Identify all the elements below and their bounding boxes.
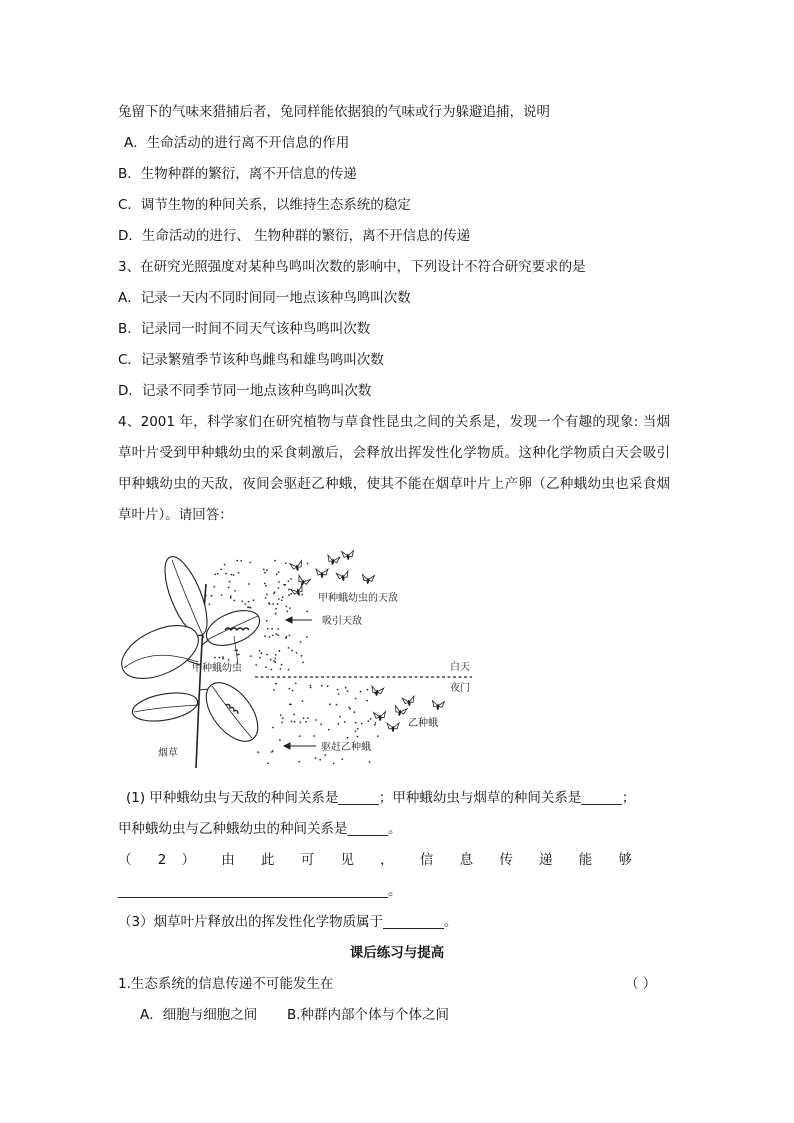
scent-dot	[327, 685, 329, 687]
question-text-top	[118, 97, 678, 531]
exercise1-option-a: A．细胞与细胞之间	[140, 1007, 258, 1023]
moth-icon	[362, 574, 375, 584]
scent-dot	[222, 656, 224, 658]
scent-dot	[275, 654, 277, 656]
scent-dot	[218, 657, 220, 659]
moth-icon	[387, 723, 399, 732]
exercise1-options-line	[118, 1000, 678, 1031]
scent-dot	[367, 720, 369, 722]
scent-dot	[280, 668, 282, 670]
scent-dot	[273, 660, 275, 662]
scent-dot	[310, 685, 312, 687]
scent-dot	[338, 723, 340, 725]
scent-dot	[272, 727, 274, 729]
scent-dot	[233, 574, 235, 576]
scent-dot	[230, 597, 232, 599]
scent-dot	[274, 658, 276, 660]
scent-dot	[220, 569, 222, 571]
scent-dot	[225, 573, 227, 575]
moth-icon	[316, 569, 328, 578]
scent-dot	[329, 703, 331, 705]
scent-dot	[299, 721, 301, 723]
scent-dot	[249, 562, 251, 564]
tobacco-plant	[114, 551, 268, 768]
scent-dot	[276, 573, 278, 575]
repel-arrow	[284, 743, 316, 749]
scent-dot	[278, 581, 280, 583]
label-natural-enemy: 甲种蛾幼虫的天敌	[318, 593, 398, 604]
scent-dot	[338, 693, 340, 695]
scent-dot	[315, 719, 317, 721]
label-attract: 吸引天敌	[322, 616, 362, 627]
moth-icon	[432, 700, 445, 710]
scent-dot	[277, 603, 279, 605]
scent-dot	[369, 761, 371, 763]
scent-dot	[278, 598, 280, 600]
scent-dot	[271, 628, 273, 630]
scent-dot	[214, 574, 216, 576]
moth-icon	[291, 585, 305, 598]
scent-dot	[303, 717, 305, 719]
scent-dot	[266, 654, 268, 656]
label-day: 白天	[450, 662, 470, 673]
scent-dot	[259, 657, 261, 659]
scent-dot	[361, 723, 363, 725]
scent-dot	[264, 572, 266, 574]
scent-dot	[279, 650, 281, 652]
scent-dot	[240, 560, 242, 562]
q4-sub2-line-1: （ 2 ） 由 此 可 见 ， 信 息 传 递 能 够	[118, 852, 632, 868]
scent-dot	[231, 574, 233, 576]
scent-dot	[357, 736, 359, 738]
scent-dot	[267, 628, 269, 630]
scent-dot	[319, 759, 321, 761]
scent-dot	[324, 754, 326, 756]
scent-dot	[211, 595, 213, 597]
scent-dot	[267, 763, 269, 765]
scent-dot	[370, 718, 372, 720]
scent-dot	[333, 763, 335, 765]
scent-dot	[228, 659, 230, 661]
scent-dot	[224, 564, 226, 566]
scent-dot	[288, 647, 290, 649]
moths	[290, 550, 445, 732]
q3-option-b: B．记录同一时间不同天气该种鸟鸣叫次数	[118, 321, 371, 337]
scent-dot	[337, 689, 339, 691]
scent-dot	[290, 578, 292, 580]
scent-dot	[280, 714, 282, 716]
scent-dot	[355, 730, 357, 732]
q4-sub1-line-1: (1) 甲种蛾幼虫与天敌的种间关系是______；甲种蛾幼虫与烟草的种间关系是______；	[126, 790, 636, 806]
q4-sub2-blank: ________________________________________。	[118, 883, 402, 899]
scent-dot	[345, 687, 347, 689]
scent-dot	[275, 608, 277, 610]
leaf-lower-right	[196, 674, 268, 751]
scent-dot	[266, 620, 268, 622]
moth-icon	[370, 686, 383, 697]
q3-option-d: D．记录不同季节同一地点该种鸟鸣叫次数	[118, 383, 372, 399]
scent-dot	[347, 690, 349, 692]
scent-dot	[360, 691, 362, 693]
q4-stem-line-1: 4、2001 年，科学家们在研究植物与草食性昆虫之间的关系是，发现一个有趣的现象: 当烟	[118, 414, 670, 430]
scent-dot	[253, 599, 255, 601]
scent-dot	[277, 628, 279, 630]
exercise1-answer-bracket: （ ）	[625, 976, 657, 992]
moth-icon	[296, 575, 310, 588]
q3-option-a: A．记录一天内不同时间同一地点该种鸟鸣叫次数	[118, 290, 411, 306]
moth-icon	[342, 550, 355, 560]
scent-dot	[228, 587, 230, 589]
exercise1-option-b: B.种群内部个体与个体之间	[287, 1007, 450, 1023]
scent-dot	[264, 635, 266, 637]
scent-dot	[293, 714, 295, 716]
leaf-lower-left	[130, 688, 200, 725]
scent-dot	[355, 722, 357, 724]
scent-dot	[269, 603, 271, 605]
scent-dot	[286, 606, 288, 608]
scent-dot	[278, 571, 280, 573]
scent-dot	[265, 597, 267, 599]
scent-dot	[289, 635, 291, 637]
scent-dot	[275, 633, 277, 635]
scent-dot	[209, 604, 211, 606]
scent-dot	[271, 669, 273, 671]
scent-dot	[344, 721, 346, 723]
attract-arrow	[286, 617, 312, 623]
scent-dot	[275, 613, 277, 615]
scent-dot	[281, 722, 283, 724]
scent-dot	[306, 636, 308, 638]
scent-dot	[298, 761, 300, 763]
scent-dot	[296, 652, 298, 654]
scent-dot	[288, 669, 290, 671]
moth-icon	[326, 555, 339, 566]
scent-dot	[277, 634, 279, 636]
moth-icon	[290, 561, 304, 573]
scent-dot	[290, 593, 292, 595]
tobacco-moth-figure	[110, 540, 480, 770]
scent-dot	[292, 690, 294, 692]
scent-dot	[348, 707, 350, 709]
scent-dot	[284, 584, 286, 586]
scent-dot	[321, 685, 323, 687]
scent-dot	[221, 594, 223, 596]
scent-dot	[286, 636, 288, 638]
scent-dot	[222, 658, 224, 660]
scent-dot	[302, 700, 304, 702]
scent-dot	[248, 601, 250, 603]
moth-icon	[393, 706, 407, 718]
moth-icon	[374, 711, 387, 721]
scent-dot	[229, 581, 231, 583]
scent-dot	[336, 704, 338, 706]
q2-option-d: D．生命活动的进行、 生物种群的繁衍，离不开信息的传递	[118, 228, 471, 244]
scent-dot	[328, 729, 330, 731]
scent-dot	[265, 666, 267, 668]
scent-dot	[266, 569, 268, 571]
scent-dot	[266, 594, 268, 596]
scent-dot	[238, 654, 240, 656]
scent-dot	[367, 689, 369, 691]
scent-dot	[305, 721, 307, 723]
scent-dot	[282, 717, 284, 719]
scent-dot	[288, 580, 290, 582]
scent-dot	[213, 586, 215, 588]
scent-dot	[315, 757, 317, 759]
scent-dot	[288, 594, 290, 596]
moth-icon	[336, 571, 349, 582]
scent-dot	[238, 572, 240, 574]
q4-stem-line-2: 草叶片受到甲种蛾幼虫的采食刺激后，会释放出挥发性化学物质。这种化学物质白天会吸引	[118, 445, 670, 461]
q4-sub1-line-2: 甲种蛾幼虫与乙种蛾幼虫的种间关系是______。	[118, 821, 402, 837]
scent-dot	[269, 636, 271, 638]
scent-dot	[261, 652, 263, 654]
scent-dot	[302, 662, 304, 664]
label-repel: 驱赶乙种蛾	[321, 742, 371, 753]
q2-stem-tail: 兔留下的气味来猎捕后者，兔同样能依据狼的气味或行为躲避追捕，说明	[118, 104, 550, 120]
scent-dot	[282, 596, 284, 598]
scent-dot	[248, 583, 250, 585]
scent-dot	[301, 594, 303, 596]
scent-dot	[294, 721, 296, 723]
scent-dot	[265, 585, 267, 587]
scent-dot	[234, 590, 236, 592]
scent-dot	[301, 655, 303, 657]
scent-dot	[353, 711, 355, 713]
scent-dot	[257, 751, 259, 753]
q4-stem-line-4: 草叶片）。请回答：	[118, 507, 233, 523]
scent-dot	[272, 603, 274, 605]
scent-dot	[214, 657, 216, 659]
scent-dot	[273, 689, 275, 691]
scent-dot	[250, 655, 252, 657]
scent-dot	[244, 603, 246, 605]
scent-dot	[278, 587, 280, 589]
exercise1-stem: 1.生态系统的信息传递不可能发生在	[118, 976, 334, 992]
q4-sub3: （3）烟草叶片释放出的挥发性化学物质属于_________。	[118, 914, 458, 930]
scent-dot	[291, 650, 293, 652]
scent-dot	[295, 683, 297, 685]
question-text-bottom	[118, 783, 678, 1031]
scent-dot	[274, 560, 276, 562]
scent-dot	[310, 687, 312, 689]
moth-icon	[402, 696, 415, 707]
q2-option-a: A．生命活动的进行离不开信息的作用	[124, 135, 350, 151]
scent-dot	[270, 659, 272, 661]
scent-dot	[233, 600, 235, 602]
scent-dot	[307, 717, 309, 719]
q2-option-c: C．调节生物的种间关系，以维持生态系统的稳定	[118, 197, 411, 213]
scent-dot	[377, 735, 379, 737]
scent-dot	[281, 599, 283, 601]
scent-dot	[259, 650, 261, 652]
q4-stem-line-3: 甲种蛾幼虫的天敌，夜间会驱赶乙种蛾，使其不能在烟草叶片上产卵（乙种蛾幼虫也采食烟	[118, 476, 670, 492]
scent-dot	[374, 724, 376, 726]
scent-dot	[274, 591, 276, 593]
scent-dot	[281, 664, 283, 666]
scent-dot	[264, 583, 266, 585]
scent-dot	[306, 611, 308, 613]
scent-dot	[375, 722, 377, 724]
exercise1-stem-line	[118, 969, 678, 1000]
scent-dot	[247, 606, 249, 608]
scent-dot	[255, 664, 257, 666]
scent-dot	[355, 698, 357, 700]
scent-dot	[289, 704, 291, 706]
scent-dot	[349, 708, 351, 710]
scent-dot	[289, 607, 291, 609]
figure-svg	[110, 540, 480, 770]
label-larva: 甲种蛾幼虫	[192, 663, 242, 674]
scent-dot	[300, 641, 302, 643]
scent-dot	[299, 735, 301, 737]
section-heading: 课后练习与提高	[349, 945, 445, 961]
scent-dot	[291, 721, 293, 723]
scent-dot	[236, 560, 238, 562]
scent-dot	[313, 735, 315, 737]
scent-dot	[289, 688, 291, 690]
label-night: 夜门	[450, 683, 470, 694]
scent-dot	[285, 563, 287, 565]
label-tobacco: 烟草	[158, 748, 178, 759]
q3-stem: 3、在研究光照强度对某种鸟鸣叫次数的影响中，下列设计不符合研究要求的是	[118, 259, 586, 275]
scent-dot	[366, 700, 368, 702]
scent-dot	[272, 750, 274, 752]
scent-dot	[347, 737, 349, 739]
q2-option-b: B．生物种群的繁衍，离不开信息的传递	[118, 166, 357, 182]
q3-option-c: C．记录繁殖季节该种鸟雌鸟和雄鸟鸣叫次数	[118, 352, 384, 368]
scent-dot	[357, 728, 359, 730]
scent-dot	[320, 723, 322, 725]
scent-dot	[274, 661, 276, 663]
scent-dot	[275, 683, 277, 685]
scent-dot	[339, 716, 341, 718]
scent-dot	[341, 758, 343, 760]
scent-dot	[288, 589, 290, 591]
scent-dot	[241, 601, 243, 603]
scent-dot	[250, 607, 252, 609]
scent-dot	[286, 611, 288, 613]
scent-dot	[307, 563, 309, 565]
scent-dot	[263, 569, 265, 571]
scent-dot	[279, 739, 281, 741]
label-moth-b: 乙种蛾	[408, 718, 438, 729]
scent-dot	[272, 635, 274, 637]
scent-dot	[217, 573, 219, 575]
leaf-right-upper	[201, 604, 264, 653]
